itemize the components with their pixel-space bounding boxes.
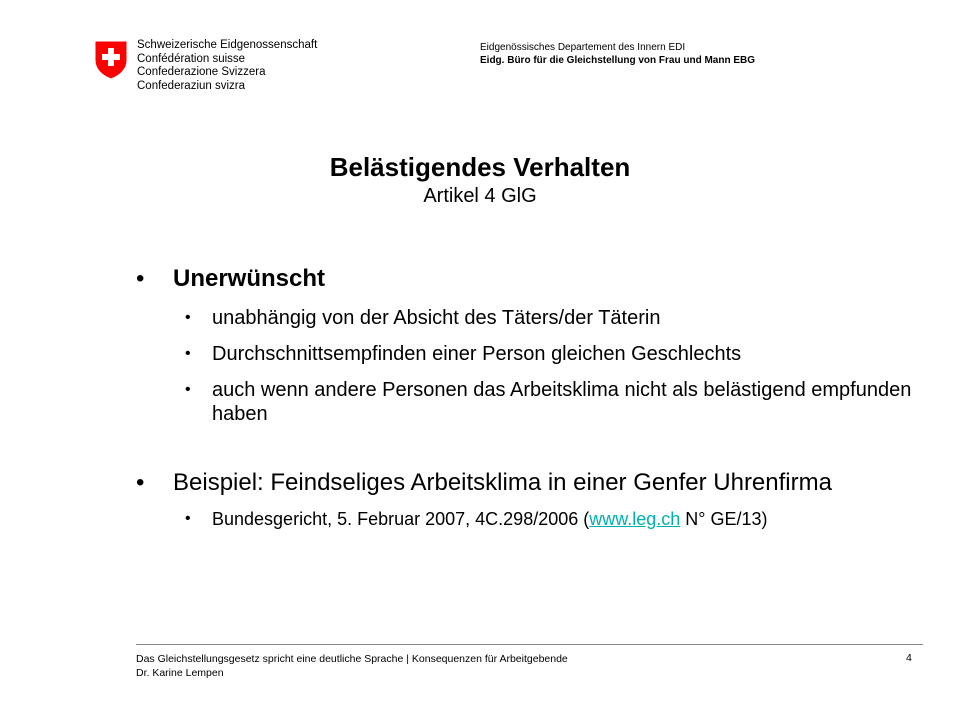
reference-prefix: Bundesgericht, 5. Februar 2007, 4C.298/2006 ( [212,509,590,529]
leg-ch-link[interactable]: www.leg.ch [589,509,681,529]
sub-bullet-text: auch wenn andere Personen das Arbeitsklima nicht als belästigend empfunden haben [212,379,912,425]
bullet-point-unerwuenscht [136,264,936,294]
slide-subtitle: Artikel 4 GlG [423,185,537,207]
sub-bullet [136,306,936,330]
slide-title-block [0,150,960,208]
bullet-icon: • [185,345,191,362]
footer-subtitle: Konsequenzen für Arbeitgebende [411,653,568,665]
reference-suffix: N° GE/13) [680,509,768,529]
footer-separator: | [403,653,412,665]
org-name-rm: Confederaziun svizra [137,79,246,92]
footer-title: Das Gleichstellungsgesetz spricht eine deutliche Sprache [136,653,404,665]
slide-title: Belästigendes Verhalten [329,152,631,182]
footer-author: Dr. Karine Lempen [136,667,224,679]
swiss-coat-of-arms-icon [94,40,128,80]
bullet-icon: • [185,381,191,398]
bullet-point-beispiel [136,468,936,498]
sub-bullet-text: Durchschnittsempfinden einer Person gleichen Geschlechts [212,343,742,365]
bullet-label: Unerwünscht [173,265,326,292]
footer-divider [136,644,923,645]
bullet-icon: • [185,309,191,326]
org-name-fr: Confédération suisse [137,52,246,65]
department-block [480,41,755,67]
bullet-icon: • [185,510,191,527]
slide-content [136,264,936,530]
bullet-label: Beispiel: Feindseliges Arbeitsklima in einer Genfer Uhrenfirma [173,469,832,496]
sub-bullet-reference [136,508,936,530]
org-name-de: Schweizerische Eidgenossenschaft [137,39,318,51]
footer [136,652,568,680]
bullet-icon: • [136,265,145,292]
office-name: Eidg. Büro für die Gleichstellung von Frau und Mann EBG [480,55,756,66]
page-number: 4 [906,652,912,664]
sub-bullet [136,342,936,366]
department-name: Eidgenössisches Departement des Innern EDI [480,42,686,53]
sub-bullet-text: unabhängig von der Absicht des Täters/der Täterin [212,307,661,329]
org-name-it: Confederazione Svizzera [137,66,266,79]
confederation-names [137,39,317,93]
sub-bullet [136,378,936,426]
bullet-icon: • [136,469,145,496]
